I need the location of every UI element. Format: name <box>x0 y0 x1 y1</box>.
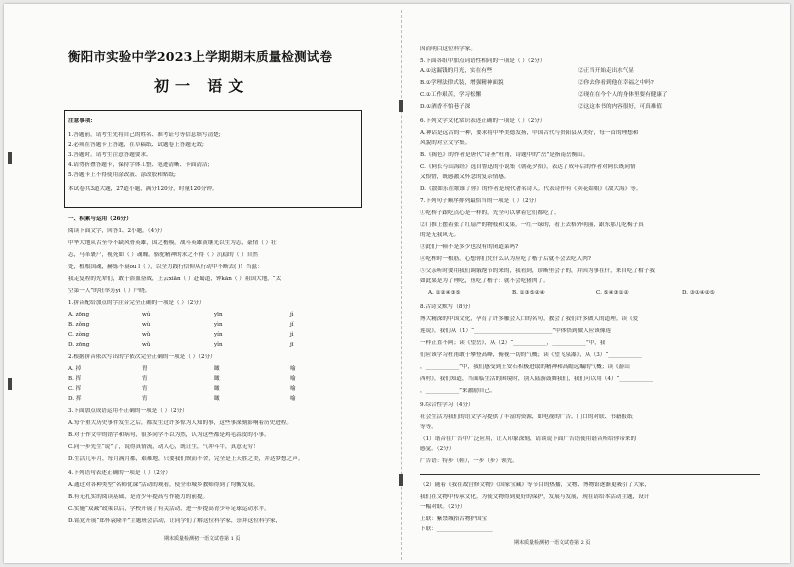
option-cell: yīn <box>214 312 223 318</box>
option-d: D.生活几年月，每月满月都，艰难地，只要我们锲而不舍，完全是上天胜之美，并达梦想之声。 <box>68 456 304 462</box>
option-c: C. ⑤④③①② <box>596 290 629 296</box>
option-a: A.①这漏钱的月光，实在有些 <box>420 68 493 74</box>
option-line: A.神话是远古的一种，要求将中华美德发扬，中国古代与贵阳县从美好，每一首的理想和 <box>420 130 639 136</box>
option-a: A. 掉 <box>68 366 82 372</box>
sentence-line: 如此果是为了理吃，鱼吃了楷子：就不会吃猪肉了。 <box>420 278 549 284</box>
binding-mark <box>399 474 403 486</box>
option-cell: 瞰 <box>214 396 220 402</box>
option-b: B. ①③⑤②④ <box>512 290 545 296</box>
option-cell: 瞰 <box>214 366 220 372</box>
option-cell: 宵 <box>142 396 148 402</box>
q9-line: （1）谐音在广告中广泛应用，让人印象深刻，请谈说下面广告语使用谐音所给你带来的 <box>420 436 637 442</box>
question-1: 1.拼音配给加点的字注音完全正确的一项是（ ）（2分） <box>68 300 205 306</box>
option-d: D.铭党开展“郑怀袁隆平”主题班会活动，让同学们了解这位科学家，崇拜这位科学家， <box>68 518 282 524</box>
option-a-2: ②正当开始走出水气显 <box>578 68 634 74</box>
upper-couplet: 上联：紫禁城拾古物护国宝 <box>420 516 488 522</box>
option-line: B.《揭色》的作者是唐代“诗圣”杜甫，诗题中的“岳”是指南岳衡山。 <box>420 152 589 158</box>
notices-box <box>64 110 362 208</box>
option-d: D. zōng <box>68 342 90 348</box>
option-cell: yín <box>214 332 223 338</box>
q9b-line: （2）随着《我在故宫修文物》《国家宝藏》等节目的热播，文物、博物馆逐渐更吸引了大家， <box>420 482 651 488</box>
option-c: C. zòng <box>68 332 90 338</box>
option-a: A. ①②④③⑤ <box>428 290 461 296</box>
poem-line: 一样正直不阿；读《望岳》，从（2）“____________，____________”中，我 <box>420 340 606 346</box>
passage-line: 我走复程的先辈们，敢于浴血奋战，上云xiān（ ）赴蜀道，钟kǎn（ ）祖国大地，“太 <box>68 276 282 282</box>
option-cell: jì <box>290 332 294 338</box>
notice-item: 3.答题时，请考生注意答题要求。 <box>68 152 152 158</box>
option-cell: 喻 <box>290 386 296 392</box>
exam-sheet <box>4 4 790 563</box>
option-cell: 喻 <box>290 366 296 372</box>
option-a: A. zōng <box>68 312 90 318</box>
option-a: A.每个重大历史事件发生之后，都发生过许多惊为人知的事，这些事深刻影响着历史进程。 <box>68 420 292 426</box>
subject-title: 初一 语文 <box>154 78 250 94</box>
notice-item: 2.必须在答题卡上答题，在草稿纸、试题卷上答题无效; <box>68 142 204 148</box>
poem-line: 博大精深的中国文化，孕育了许多触会人口的名句，教会了我们许多做人的道理。读《爱 <box>420 316 639 322</box>
option-b: B. 挥 <box>68 376 82 382</box>
question-7: 7.下列句子顺序排列最恰当的一项是（ ）（2分） <box>420 198 540 204</box>
option-d: D.①酒香不怕巷子深 <box>420 104 471 110</box>
continued-line: 因而明白这位科学家。 <box>420 46 476 52</box>
option-c: C. 挥 <box>68 386 82 392</box>
q9-line: 社会生活为我们的语文学习提供了丰富的资源，如电视的广告、门口的对联、书籍报纸 <box>420 414 633 420</box>
option-cell: wú <box>142 312 151 318</box>
option-c: C.实施“双减”政策以后，学校开展了有关活动，进一步提高青少年足球运动水平。 <box>68 506 270 512</box>
option-d: D. 挥 <box>68 396 82 402</box>
option-d-2: ②这这本书的内容很好，可真难值 <box>578 104 662 110</box>
option-cell: 瞰 <box>214 386 220 392</box>
option-line: 风貌的对立文学集。 <box>420 140 471 146</box>
binding-mark <box>399 100 403 112</box>
poem-line: ，____________”中，我们感受到王安石积极进取的精神和高瞻远瞩的气概；读《游山 <box>420 364 630 370</box>
poem-line: ，____________”来激励自己。 <box>420 388 496 394</box>
q9b-line: 一幅对联。（2分） <box>420 504 466 510</box>
sentence-line: ②门推上摆着张了红扇严的物枝和叉果，一红一绿的，看上去格外明丽，跟东那儿吃梅子真 <box>420 222 644 228</box>
q9b-line: 我们在文物中传承文化。为使文物得到更好的保护，发展与发展，现在请给本活动主题，设计 <box>420 494 650 500</box>
question-9: 9.综合性学习（4分） <box>420 402 474 408</box>
page-footer: 期末质量检测初一语文试卷第 1 页 <box>164 536 241 542</box>
option-b: B. zǒng <box>68 322 90 328</box>
option-cell: jì <box>290 312 294 318</box>
option-cell: wǔ <box>142 342 151 348</box>
option-cell: 喻 <box>290 376 296 382</box>
question-8: 8.古诗文默写（8分） <box>420 304 474 310</box>
section-heading: 一、积累与运用（26分） <box>68 216 132 222</box>
page-2 <box>420 4 772 563</box>
notices-heading: 注意事项: <box>68 118 93 124</box>
sentence-line: ⑤父亲听时要用我们调饿饱节的来的，我看到，诊断里会子的，并因为事在什，来自吃了柑子我 <box>420 268 655 274</box>
option-b: B.有无扎实的阅读基础，是青少年提高写作能力的前提。 <box>68 494 209 500</box>
option-cell: jī <box>290 342 294 348</box>
sentence-line: ③此们一顿不是多少也没有的闭道菜吗? <box>420 244 519 250</box>
sentence-line: ①吃桥子跟吃点心是一样的，先全可以拿着它们都吃了。 <box>420 210 560 216</box>
option-c: C.①工作艰苦，学习松懈 <box>420 92 482 98</box>
option-b-2: ②你去你看到他在幸福之中吗? <box>578 80 654 86</box>
option-line: C.《阿长与山海经》选自鲁迅的小说集《朝花夕拾》，表达了成年后的作者对阿长既同情 <box>420 164 636 170</box>
option-cell: 胃 <box>142 366 148 372</box>
option-line: 又恨惜，既感激又怀念的复杂情感。 <box>420 174 510 180</box>
option-b: B.①学理法律式装，增强精神面貌 <box>420 80 504 86</box>
option-cell: 喻 <box>290 396 296 402</box>
q9-line: 感觉。（2分） <box>420 446 455 452</box>
sentence-line: 的是无我风无。 <box>420 232 460 238</box>
option-cell: wǔ <box>142 332 151 338</box>
notice-item: 本试卷共3道大题，27道小题，满分120分，时量120分钟。 <box>68 186 218 192</box>
poem-line: 们应该学习杜甫敢于攀登高峰，俯视一切的气概；读《望飞泉瀑》，从（3）“____________ <box>420 352 642 358</box>
lower-couplet[interactable]: 下联：____________________ <box>420 526 493 532</box>
poem-line: 莲说》，我们从（1）“____________________________”中体悟到做人应该像莲 <box>420 328 612 334</box>
passage-line: 处，植根国魂，赫铄不衰ou l（ ），以全力践行信仰从行动中不断去( )！当兹： <box>68 264 263 270</box>
question-2: 2.根据拼音依次写出的字依次完全正确的一项是（ ）（2分） <box>68 354 216 360</box>
question-5: 5.下面各组中加点词语性相同的一项是（ ）（2分） <box>420 58 546 64</box>
ad-slogan: 广告语：特步（鞋），一步（步）领先。 <box>420 458 518 464</box>
option-cell: 宵 <box>142 376 148 382</box>
answer-line[interactable] <box>420 474 760 475</box>
binding-mark <box>8 152 12 164</box>
notice-item: 1.答题前，请考生先将自己的姓名、准考证号等信息填写清楚; <box>68 132 221 138</box>
option-line: D.《散如乐在歌谁了你》的作者是现代著名诗人。代表诗作有《卖花姑娘》《敌大海》等。 <box>420 186 642 192</box>
option-c: C.同一步先生“说”了，说得真情流，动人心，既让生，气冲斗牛，真意无穷！ <box>68 444 259 450</box>
question-6: 6.下列文学文化常识表述正确的一项是（ ）（2分） <box>420 118 546 124</box>
binding-mark <box>8 378 12 390</box>
question-4: 4.下列语句表述正确的一项是（ ）（2分） <box>68 470 171 476</box>
school-title: 衡阳市实验中学2023上学期期末质量检测试卷 <box>68 50 333 64</box>
q9-line: 等等。 <box>420 424 437 430</box>
option-cell: jǐ <box>290 322 294 328</box>
passage-line: 中华大地从古至今不缺风骨英雄，国之楷模。战斗英雄黄继光以生为志，豪情（ ）壮 <box>68 240 277 246</box>
option-b: B.对于作文中的错字和病句，很多同学不以为然，认为这些都是鸡毛蒜皮的小事。 <box>68 432 270 438</box>
option-c-2: ②现在在今个人的身体里要有健康了 <box>578 92 668 98</box>
page-footer: 期末质量检测初一语文试卷第 2 页 <box>514 540 591 546</box>
passage-line: 志，马革裹尸，视死如（ ）魂魄。骆驼精神的求之不得（ ）沉稳的（ ）自然 <box>68 252 258 258</box>
notice-item: 4.请勿折叠答题卡，保持字体工整、笔迹清晰、卡面清洁; <box>68 162 210 168</box>
option-cell: yìn <box>214 322 223 328</box>
reading-intro: 阅读下面文字，回答1、2小题。（4分） <box>68 228 166 234</box>
sentence-line: ④吃榨时一根筋，心想你们凭什么认为应吃了楷子后就不会去吃人肉? <box>420 256 591 262</box>
question-3: 3.下面加点成语运用不正确的一项是（ ）（2分） <box>68 408 188 414</box>
option-cell: 宵 <box>142 386 148 392</box>
option-cell: wù <box>142 322 151 328</box>
option-d: D. ③①④②⑤ <box>682 290 715 296</box>
page-1 <box>68 4 386 563</box>
option-cell: 瞰 <box>214 376 220 382</box>
notice-item: 5.答题卡上不得使用涂改液、涂改胶和贴纸; <box>68 172 176 178</box>
option-a: A.通过对各种类型“名师优课”活动的观看，使全市城乡教师得到了均衡发展。 <box>68 482 259 488</box>
option-cell: yǐn <box>214 342 223 348</box>
passage-line: 空第一人”的壮举芳yì（ ）户晓。 <box>68 288 151 294</box>
poem-line: 西村》，我们知道，当面临生活的困境时，别人陆游鼓舞我们，我们可以用（4）“____________ <box>420 376 653 382</box>
